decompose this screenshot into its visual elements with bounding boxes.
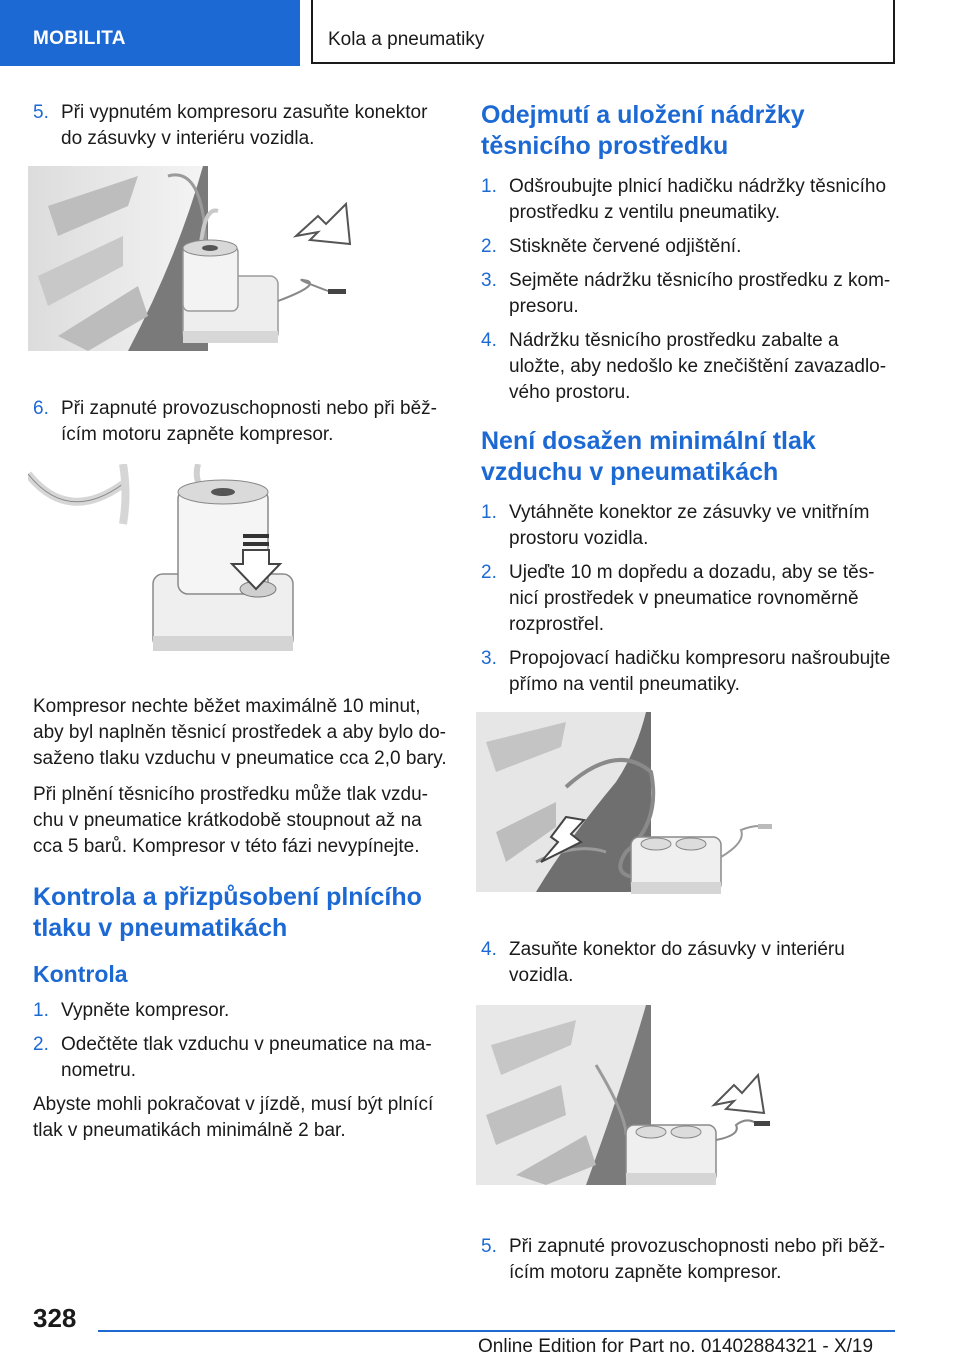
section-heading: Odejmutí a uložení nádržky těsnicího prostředku	[481, 101, 805, 160]
figure-hose-to-valve	[476, 712, 895, 907]
list-item	[33, 100, 447, 152]
step-number: 6.	[33, 398, 49, 419]
list-item	[481, 174, 895, 226]
step-text: Sejměte nádržku těsnicího prostředku z kom‐ presoru.	[509, 270, 891, 317]
footer-rule	[98, 1330, 895, 1332]
step-text: Odšroubujte plnicí hadičku nádržky těsnicího prostředku z ventilu pneumatiky.	[509, 176, 887, 223]
step-number: 2.	[481, 236, 497, 257]
edition-text: Online Edition for Part no. 01402884321 - X/19	[478, 1336, 874, 1357]
page-number: 328	[33, 1303, 77, 1333]
step-text: Při zapnuté provozuschopnosti nebo při běž‐ ícím motoru zapněte kompresor.	[61, 398, 438, 445]
step-number: 1.	[481, 502, 497, 523]
list-item	[481, 646, 895, 698]
section-heading: Kontrola a přizpůsobení plnícího tlaku v pneumatikách	[33, 883, 422, 942]
step-number: 5.	[481, 1236, 497, 1257]
right-column	[481, 100, 895, 1294]
step-number: 2.	[33, 1034, 49, 1055]
list-item	[33, 396, 447, 448]
step-text: Nádržku těsnicího prostředku zabalte a uložte, aby nedošlo ke znečištění zavazadlo‐ vého prostoru.	[509, 330, 887, 403]
step-number: 5.	[33, 102, 49, 123]
list-item	[33, 998, 447, 1024]
list-item	[481, 328, 895, 406]
step-text: Propojovací hadičku kompresoru našroubujte přímo na ventil pneumatiky.	[509, 648, 891, 695]
section-tab: MOBILITA	[0, 0, 300, 66]
list-item	[481, 268, 895, 320]
step-text: Odečtěte tlak vzduchu v pneumatice na ma‐ nometru.	[61, 1034, 432, 1081]
figure-connector-socket	[476, 1005, 895, 1200]
list-item	[481, 1234, 895, 1286]
step-number: 1.	[481, 176, 497, 197]
step-number: 2.	[481, 562, 497, 583]
step-text: Vytáhněte konektor ze zásuvky ve vnitřním prostoru vozidla.	[509, 502, 870, 549]
step-text: Při vypnutém kompresoru zasuňte konektor do zásuvky v interiéru vozidla.	[61, 102, 428, 149]
list-item	[481, 560, 895, 638]
paragraph: Při plnění těsnicího prostředku může tlak vzdu‐ chu v pneumatice krátkodobě stoupnout až na cca 5 barů. Kompresor v této fázi nevypínejte.	[33, 784, 428, 857]
chapter-title: Kola a pneumatiky	[311, 0, 895, 64]
paragraph: Kompresor nechte běžet maximálně 10 minut, aby byl naplněn těsnicí prostředek a aby bylo do‐ saženo tlaku vzduchu v pneumatice cca 2,0 bary.	[33, 696, 447, 769]
step-text: Při zapnuté provozuschopnosti nebo při běž‐ ícím motoru zapněte kompresor.	[509, 1236, 886, 1283]
step-text: Vypněte kompresor.	[61, 1000, 230, 1021]
step-number: 3.	[481, 648, 497, 669]
step-number: 3.	[481, 270, 497, 291]
list-item	[33, 1032, 447, 1084]
list-item	[481, 937, 895, 989]
list-item	[481, 234, 895, 260]
paragraph: Abyste mohli pokračovat v jízdě, musí být plnící tlak v pneumatikách minimálně 2 bar.	[33, 1094, 434, 1141]
subsection-heading: Kontrola	[33, 961, 128, 987]
figure-compressor-switch	[28, 464, 447, 664]
step-text: Zasuňte konektor do zásuvky v interiéru vozidla.	[509, 939, 845, 986]
step-number: 4.	[481, 330, 497, 351]
step-text: Stiskněte červené odjištění.	[509, 236, 742, 257]
left-column	[33, 100, 447, 1154]
list-item	[481, 500, 895, 552]
figure-compressor-connector	[28, 166, 447, 366]
step-number: 1.	[33, 1000, 49, 1021]
section-heading: Není dosažen minimální tlak vzduchu v pneumatikách	[481, 427, 816, 486]
step-text: Ujeďte 10 m dopředu a dozadu, aby se těs‐ nicí prostředek v pneumatice rovnoměrně rozprostřel.	[509, 562, 875, 635]
step-number: 4.	[481, 939, 497, 960]
